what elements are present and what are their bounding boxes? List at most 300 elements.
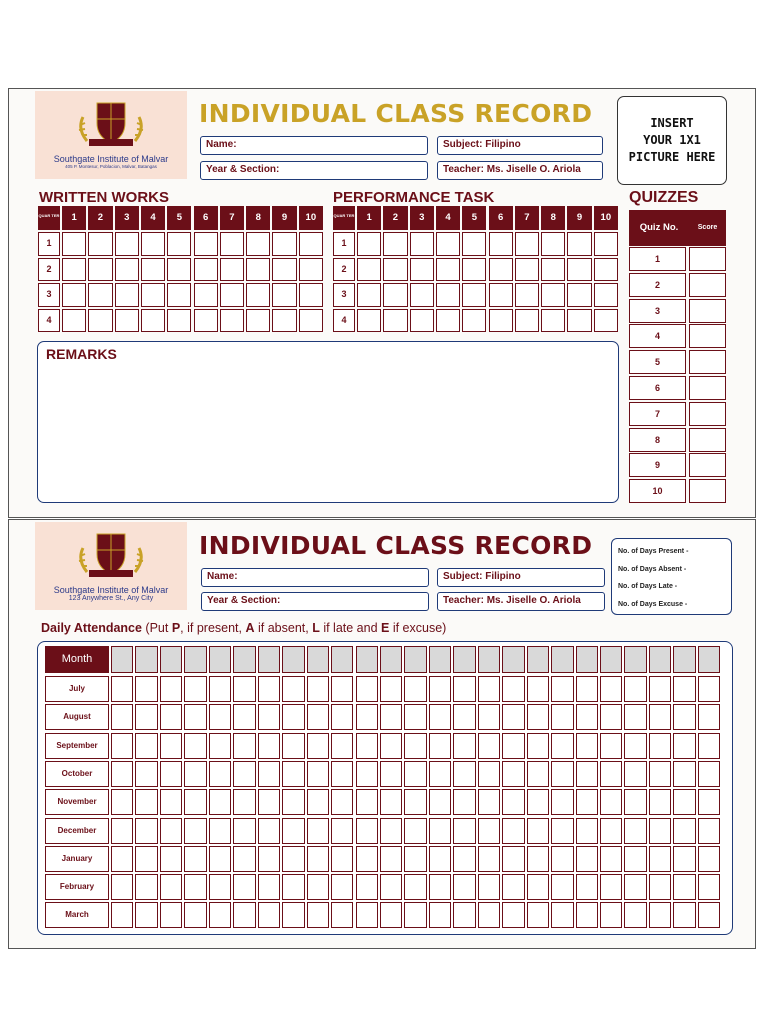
performance_task-score-cell[interactable] (357, 232, 381, 256)
attendance-cell[interactable] (380, 676, 402, 702)
attendance-cell[interactable] (649, 874, 671, 900)
attendance-cell[interactable] (160, 874, 182, 900)
attendance-cell[interactable] (649, 704, 671, 730)
attendance-cell[interactable] (135, 676, 157, 702)
performance_task-score-cell[interactable] (515, 309, 539, 333)
attendance-cell[interactable] (356, 733, 378, 759)
attendance-cell[interactable] (624, 761, 646, 787)
written_works-score-cell[interactable] (115, 283, 139, 307)
quiz-score-cell[interactable] (689, 479, 726, 503)
performance_task-score-cell[interactable] (462, 232, 486, 256)
performance_task-score-cell[interactable] (436, 258, 460, 282)
attendance-cell[interactable] (478, 902, 500, 928)
attendance-cell[interactable] (600, 761, 622, 787)
attendance-cell[interactable] (429, 733, 451, 759)
attendance-cell[interactable] (184, 761, 206, 787)
attendance-cell[interactable] (135, 704, 157, 730)
performance_task-score-cell[interactable] (567, 283, 591, 307)
performance_task-score-cell[interactable] (489, 309, 513, 333)
attendance-cell[interactable] (673, 789, 695, 815)
attendance-cell[interactable] (160, 733, 182, 759)
attendance-cell[interactable] (331, 676, 353, 702)
attendance-cell[interactable] (233, 761, 255, 787)
written_works-score-cell[interactable] (194, 232, 218, 256)
written_works-score-cell[interactable] (194, 283, 218, 307)
attendance-cell[interactable] (356, 846, 378, 872)
written_works-score-cell[interactable] (62, 283, 86, 307)
attendance-cell[interactable] (209, 818, 231, 844)
attendance-cell[interactable] (282, 676, 304, 702)
attendance-cell[interactable] (673, 818, 695, 844)
attendance-cell[interactable] (233, 902, 255, 928)
attendance-cell[interactable] (282, 818, 304, 844)
written_works-score-cell[interactable] (167, 283, 191, 307)
performance_task-score-cell[interactable] (357, 258, 381, 282)
attendance-cell[interactable] (576, 874, 598, 900)
attendance-cell[interactable] (282, 846, 304, 872)
attendance-cell[interactable] (233, 789, 255, 815)
attendance-cell[interactable] (673, 704, 695, 730)
attendance-cell[interactable] (380, 818, 402, 844)
performance_task-score-cell[interactable] (594, 309, 618, 333)
attendance-cell[interactable] (209, 874, 231, 900)
quiz-score-cell[interactable] (689, 402, 726, 426)
attendance-cell[interactable] (258, 874, 280, 900)
attendance-cell[interactable] (209, 902, 231, 928)
attendance-cell[interactable] (111, 846, 133, 872)
performance_task-score-cell[interactable] (515, 283, 539, 307)
performance_task-score-cell[interactable] (567, 232, 591, 256)
attendance-cell[interactable] (356, 874, 378, 900)
quiz-score-cell[interactable] (689, 376, 726, 400)
attendance-cell[interactable] (527, 902, 549, 928)
performance_task-score-cell[interactable] (436, 232, 460, 256)
attendance-cell[interactable] (673, 761, 695, 787)
attendance-cell[interactable] (258, 902, 280, 928)
attendance-cell[interactable] (380, 761, 402, 787)
attendance-cell[interactable] (649, 761, 671, 787)
written_works-score-cell[interactable] (299, 258, 323, 282)
attendance-cell[interactable] (453, 902, 475, 928)
attendance-cell[interactable] (331, 789, 353, 815)
attendance-cell[interactable] (453, 874, 475, 900)
attendance-cell[interactable] (135, 789, 157, 815)
attendance-cell[interactable] (478, 789, 500, 815)
attendance-cell[interactable] (184, 789, 206, 815)
attendance-cell[interactable] (282, 789, 304, 815)
attendance-cell[interactable] (576, 846, 598, 872)
attendance-cell[interactable] (502, 874, 524, 900)
written_works-score-cell[interactable] (246, 232, 270, 256)
attendance-cell[interactable] (600, 874, 622, 900)
attendance-cell[interactable] (282, 704, 304, 730)
written_works-score-cell[interactable] (115, 309, 139, 333)
written_works-score-cell[interactable] (88, 258, 112, 282)
attendance-cell[interactable] (404, 676, 426, 702)
attendance-cell[interactable] (135, 846, 157, 872)
performance_task-score-cell[interactable] (489, 283, 513, 307)
attendance-cell[interactable] (331, 704, 353, 730)
written_works-score-cell[interactable] (141, 232, 165, 256)
written_works-score-cell[interactable] (246, 283, 270, 307)
attendance-cell[interactable] (404, 733, 426, 759)
attendance-cell[interactable] (502, 902, 524, 928)
attendance-cell[interactable] (453, 789, 475, 815)
attendance-cell[interactable] (478, 704, 500, 730)
attendance-cell[interactable] (135, 761, 157, 787)
written_works-score-cell[interactable] (115, 232, 139, 256)
written_works-score-cell[interactable] (88, 283, 112, 307)
attendance-cell[interactable] (624, 789, 646, 815)
attendance-cell[interactable] (380, 704, 402, 730)
attendance-cell[interactable] (478, 761, 500, 787)
attendance-cell[interactable] (624, 676, 646, 702)
written_works-score-cell[interactable] (167, 258, 191, 282)
attendance-cell[interactable] (111, 761, 133, 787)
quiz-score-cell[interactable] (689, 247, 726, 271)
attendance-cell[interactable] (307, 704, 329, 730)
attendance-cell[interactable] (307, 761, 329, 787)
attendance-cell[interactable] (404, 846, 426, 872)
attendance-cell[interactable] (258, 789, 280, 815)
attendance-cell[interactable] (282, 902, 304, 928)
performance_task-score-cell[interactable] (383, 309, 407, 333)
attendance-cell[interactable] (111, 789, 133, 815)
performance_task-score-cell[interactable] (357, 309, 381, 333)
subject-field[interactable]: Subject: Filipino (437, 568, 605, 587)
attendance-cell[interactable] (527, 818, 549, 844)
teacher-field[interactable]: Teacher: Ms. Jiselle O. Ariola (437, 161, 603, 180)
written_works-score-cell[interactable] (299, 309, 323, 333)
attendance-cell[interactable] (600, 846, 622, 872)
attendance-cell[interactable] (233, 874, 255, 900)
attendance-cell[interactable] (527, 789, 549, 815)
photo-placeholder[interactable] (617, 96, 727, 185)
quiz-score-cell[interactable] (689, 324, 726, 348)
attendance-cell[interactable] (429, 761, 451, 787)
name-field[interactable]: Name: (200, 136, 428, 155)
attendance-cell[interactable] (551, 846, 573, 872)
attendance-cell[interactable] (209, 761, 231, 787)
attendance-cell[interactable] (698, 704, 720, 730)
performance_task-score-cell[interactable] (410, 258, 434, 282)
performance_task-score-cell[interactable] (462, 309, 486, 333)
attendance-cell[interactable] (307, 874, 329, 900)
attendance-cell[interactable] (233, 846, 255, 872)
quiz-score-cell[interactable] (689, 273, 726, 297)
attendance-cell[interactable] (135, 902, 157, 928)
performance_task-score-cell[interactable] (567, 309, 591, 333)
written_works-score-cell[interactable] (246, 309, 270, 333)
attendance-cell[interactable] (404, 874, 426, 900)
written_works-score-cell[interactable] (115, 258, 139, 282)
attendance-cell[interactable] (478, 676, 500, 702)
written_works-score-cell[interactable] (141, 309, 165, 333)
attendance-cell[interactable] (551, 789, 573, 815)
attendance-cell[interactable] (380, 789, 402, 815)
attendance-cell[interactable] (184, 676, 206, 702)
attendance-cell[interactable] (258, 846, 280, 872)
attendance-cell[interactable] (698, 874, 720, 900)
quiz-score-cell[interactable] (689, 350, 726, 374)
written_works-score-cell[interactable] (299, 283, 323, 307)
written_works-score-cell[interactable] (194, 309, 218, 333)
attendance-cell[interactable] (331, 761, 353, 787)
attendance-cell[interactable] (502, 761, 524, 787)
attendance-cell[interactable] (429, 676, 451, 702)
attendance-cell[interactable] (429, 789, 451, 815)
attendance-cell[interactable] (160, 676, 182, 702)
performance_task-score-cell[interactable] (383, 258, 407, 282)
attendance-cell[interactable] (380, 846, 402, 872)
attendance-cell[interactable] (160, 789, 182, 815)
attendance-cell[interactable] (576, 733, 598, 759)
written_works-score-cell[interactable] (220, 309, 244, 333)
attendance-cell[interactable] (576, 789, 598, 815)
quiz-score-cell[interactable] (689, 453, 726, 477)
teacher-field[interactable]: Teacher: Ms. Jiselle O. Ariola (437, 592, 605, 611)
performance_task-score-cell[interactable] (436, 309, 460, 333)
attendance-cell[interactable] (698, 733, 720, 759)
written_works-score-cell[interactable] (220, 232, 244, 256)
attendance-cell[interactable] (233, 704, 255, 730)
attendance-cell[interactable] (209, 733, 231, 759)
attendance-cell[interactable] (673, 874, 695, 900)
performance_task-score-cell[interactable] (541, 232, 565, 256)
attendance-cell[interactable] (209, 789, 231, 815)
attendance-cell[interactable] (282, 761, 304, 787)
attendance-cell[interactable] (502, 733, 524, 759)
performance_task-score-cell[interactable] (567, 258, 591, 282)
written_works-score-cell[interactable] (272, 283, 296, 307)
attendance-cell[interactable] (135, 733, 157, 759)
attendance-cell[interactable] (527, 874, 549, 900)
attendance-cell[interactable] (111, 818, 133, 844)
attendance-cell[interactable] (576, 761, 598, 787)
written_works-score-cell[interactable] (272, 258, 296, 282)
attendance-cell[interactable] (698, 902, 720, 928)
quiz-score-cell[interactable] (689, 428, 726, 452)
attendance-cell[interactable] (600, 902, 622, 928)
attendance-cell[interactable] (698, 676, 720, 702)
attendance-cell[interactable] (258, 704, 280, 730)
attendance-cell[interactable] (527, 676, 549, 702)
performance_task-score-cell[interactable] (410, 283, 434, 307)
attendance-cell[interactable] (478, 733, 500, 759)
attendance-cell[interactable] (600, 818, 622, 844)
attendance-cell[interactable] (478, 846, 500, 872)
attendance-cell[interactable] (404, 789, 426, 815)
attendance-cell[interactable] (600, 733, 622, 759)
attendance-cell[interactable] (673, 676, 695, 702)
attendance-cell[interactable] (404, 704, 426, 730)
attendance-cell[interactable] (453, 676, 475, 702)
attendance-cell[interactable] (600, 704, 622, 730)
attendance-cell[interactable] (698, 846, 720, 872)
attendance-cell[interactable] (502, 846, 524, 872)
attendance-cell[interactable] (331, 874, 353, 900)
attendance-cell[interactable] (527, 761, 549, 787)
attendance-cell[interactable] (307, 846, 329, 872)
attendance-cell[interactable] (258, 676, 280, 702)
attendance-cell[interactable] (282, 874, 304, 900)
written_works-score-cell[interactable] (141, 258, 165, 282)
attendance-cell[interactable] (478, 874, 500, 900)
attendance-cell[interactable] (551, 902, 573, 928)
performance_task-score-cell[interactable] (489, 258, 513, 282)
attendance-cell[interactable] (184, 818, 206, 844)
attendance-cell[interactable] (502, 789, 524, 815)
performance_task-score-cell[interactable] (383, 283, 407, 307)
performance_task-score-cell[interactable] (515, 232, 539, 256)
attendance-cell[interactable] (135, 818, 157, 844)
attendance-cell[interactable] (478, 818, 500, 844)
performance_task-score-cell[interactable] (541, 283, 565, 307)
attendance-cell[interactable] (380, 902, 402, 928)
attendance-cell[interactable] (233, 676, 255, 702)
quiz-score-cell[interactable] (689, 299, 726, 323)
attendance-cell[interactable] (502, 676, 524, 702)
attendance-cell[interactable] (453, 733, 475, 759)
performance_task-score-cell[interactable] (489, 232, 513, 256)
attendance-cell[interactable] (649, 733, 671, 759)
attendance-cell[interactable] (184, 902, 206, 928)
attendance-cell[interactable] (527, 733, 549, 759)
attendance-cell[interactable] (356, 676, 378, 702)
attendance-cell[interactable] (404, 761, 426, 787)
attendance-cell[interactable] (649, 846, 671, 872)
written_works-score-cell[interactable] (272, 232, 296, 256)
attendance-cell[interactable] (209, 846, 231, 872)
attendance-cell[interactable] (331, 818, 353, 844)
attendance-cell[interactable] (184, 704, 206, 730)
performance_task-score-cell[interactable] (436, 283, 460, 307)
attendance-cell[interactable] (135, 874, 157, 900)
attendance-cell[interactable] (453, 704, 475, 730)
subject-field[interactable]: Subject: Filipino (437, 136, 603, 155)
remarks-box[interactable] (37, 341, 619, 503)
attendance-cell[interactable] (649, 902, 671, 928)
attendance-cell[interactable] (576, 704, 598, 730)
attendance-cell[interactable] (429, 902, 451, 928)
attendance-cell[interactable] (111, 874, 133, 900)
attendance-cell[interactable] (649, 676, 671, 702)
attendance-cell[interactable] (453, 818, 475, 844)
attendance-cell[interactable] (551, 676, 573, 702)
attendance-cell[interactable] (307, 676, 329, 702)
attendance-cell[interactable] (502, 818, 524, 844)
attendance-cell[interactable] (429, 846, 451, 872)
written_works-score-cell[interactable] (62, 258, 86, 282)
written_works-score-cell[interactable] (299, 232, 323, 256)
performance_task-score-cell[interactable] (594, 232, 618, 256)
attendance-cell[interactable] (698, 789, 720, 815)
attendance-cell[interactable] (307, 733, 329, 759)
attendance-cell[interactable] (356, 704, 378, 730)
attendance-cell[interactable] (429, 874, 451, 900)
attendance-cell[interactable] (624, 704, 646, 730)
attendance-cell[interactable] (233, 733, 255, 759)
attendance-cell[interactable] (527, 846, 549, 872)
attendance-cell[interactable] (404, 902, 426, 928)
attendance-cell[interactable] (429, 818, 451, 844)
performance_task-score-cell[interactable] (383, 232, 407, 256)
attendance-cell[interactable] (649, 818, 671, 844)
attendance-cell[interactable] (356, 818, 378, 844)
attendance-cell[interactable] (624, 846, 646, 872)
written_works-score-cell[interactable] (272, 309, 296, 333)
written_works-score-cell[interactable] (167, 309, 191, 333)
attendance-cell[interactable] (111, 704, 133, 730)
name-field[interactable]: Name: (201, 568, 429, 587)
attendance-cell[interactable] (111, 676, 133, 702)
attendance-cell[interactable] (356, 761, 378, 787)
attendance-cell[interactable] (258, 733, 280, 759)
performance_task-score-cell[interactable] (410, 309, 434, 333)
attendance-cell[interactable] (527, 704, 549, 730)
attendance-cell[interactable] (233, 818, 255, 844)
attendance-cell[interactable] (307, 818, 329, 844)
attendance-cell[interactable] (380, 733, 402, 759)
attendance-cell[interactable] (576, 676, 598, 702)
attendance-cell[interactable] (551, 733, 573, 759)
performance_task-score-cell[interactable] (462, 258, 486, 282)
attendance-cell[interactable] (331, 846, 353, 872)
written_works-score-cell[interactable] (194, 258, 218, 282)
attendance-cell[interactable] (624, 874, 646, 900)
attendance-cell[interactable] (624, 902, 646, 928)
attendance-cell[interactable] (673, 846, 695, 872)
attendance-cell[interactable] (453, 846, 475, 872)
attendance-cell[interactable] (502, 704, 524, 730)
written_works-score-cell[interactable] (88, 232, 112, 256)
attendance-cell[interactable] (331, 733, 353, 759)
written_works-score-cell[interactable] (246, 258, 270, 282)
attendance-cell[interactable] (111, 733, 133, 759)
attendance-cell[interactable] (209, 676, 231, 702)
attendance-cell[interactable] (184, 874, 206, 900)
attendance-cell[interactable] (380, 874, 402, 900)
attendance-cell[interactable] (184, 733, 206, 759)
attendance-cell[interactable] (600, 789, 622, 815)
attendance-cell[interactable] (576, 818, 598, 844)
attendance-cell[interactable] (576, 902, 598, 928)
attendance-cell[interactable] (160, 818, 182, 844)
performance_task-score-cell[interactable] (515, 258, 539, 282)
attendance-cell[interactable] (624, 733, 646, 759)
attendance-cell[interactable] (551, 818, 573, 844)
attendance-cell[interactable] (184, 846, 206, 872)
attendance-cell[interactable] (307, 789, 329, 815)
attendance-cell[interactable] (258, 818, 280, 844)
attendance-cell[interactable] (356, 902, 378, 928)
attendance-cell[interactable] (331, 902, 353, 928)
attendance-cell[interactable] (698, 761, 720, 787)
attendance-cell[interactable] (551, 761, 573, 787)
attendance-cell[interactable] (673, 902, 695, 928)
attendance-cell[interactable] (453, 761, 475, 787)
performance_task-score-cell[interactable] (410, 232, 434, 256)
written_works-score-cell[interactable] (220, 283, 244, 307)
performance_task-score-cell[interactable] (594, 258, 618, 282)
attendance-cell[interactable] (282, 733, 304, 759)
attendance-cell[interactable] (673, 733, 695, 759)
attendance-cell[interactable] (160, 846, 182, 872)
performance_task-score-cell[interactable] (594, 283, 618, 307)
attendance-cell[interactable] (160, 704, 182, 730)
performance_task-score-cell[interactable] (357, 283, 381, 307)
attendance-cell[interactable] (160, 761, 182, 787)
